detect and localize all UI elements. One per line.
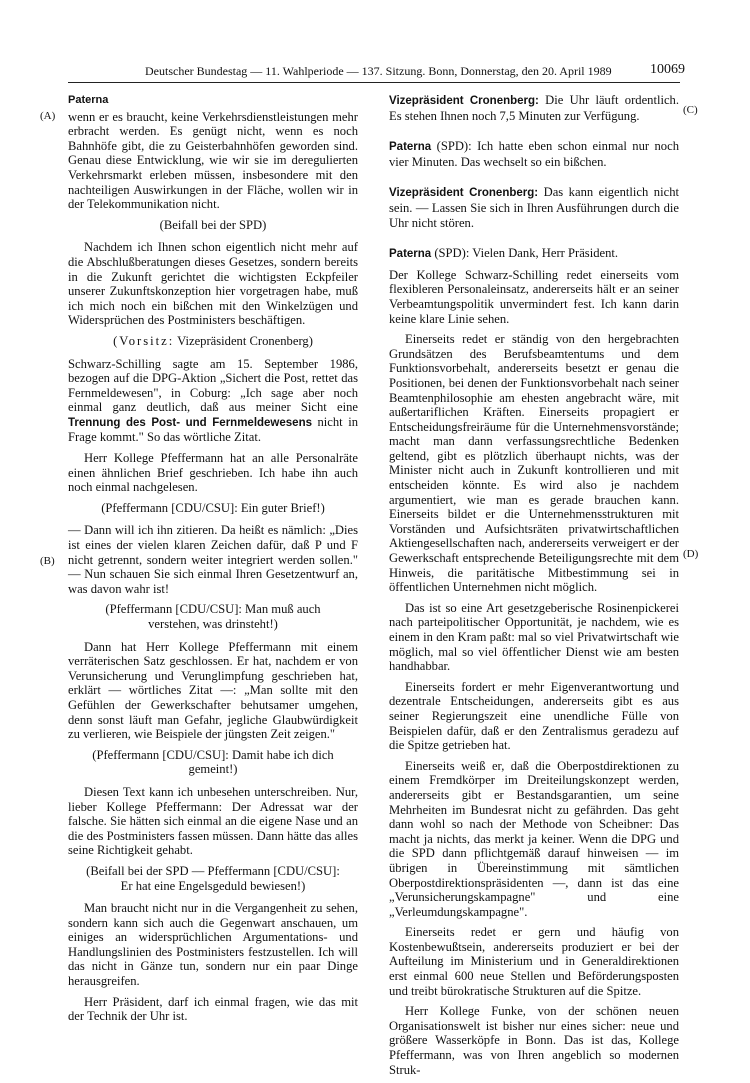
speaker-name: Paterna — [389, 141, 432, 154]
paragraph: Dann hat Herr Kollege Pfeffermann mit einem verräterischen Satz geschlossen. Er hat, nachdem er von Verunsicherung und Verunglimpfung geschrieben hat, erklärt — wörtliches Zitat —: „Man sollte mit den Gefühlen der Gewerkschafter behutsamer umgehen, denn sonst läuft man Gefahr, jegliche Glaubwürdigkeit zu verlieren, wie Beispiele der jüngsten Zeit zeigen." — [68, 639, 358, 742]
speaker-name: Vizepräsident Cronenberg: — [389, 95, 539, 107]
column-head: Paterna — [68, 94, 109, 106]
chair-note — [80, 334, 346, 349]
paragraph: Diesen Text kann ich unbesehen unterschreiben. Nur, lieber Kollege Pfeffermann: Der Adressat war der falsche. Sie hätten sich einmal an die eigene Nase und an die des Postministers fassen müssen. Dann hätte das alles seine Richtigkeit gehabt. — [68, 784, 358, 858]
margin-marker-d: (D) — [683, 548, 699, 560]
paragraph: Man braucht nicht nur in die Vergangenheit zu sehen, sondern kann sich auch die Gegenwart anschauen, um einiges an widersprüchlichen Argumentations- und Handlungslinien des Postministers festzustellen. Ich will das nicht in Gänze tun, sondern nur ein paar Dinge herausgreifen. — [68, 901, 358, 989]
speech-text: Die Uhr läuft ordentlich. Es stehen Ihnen noch 7,5 Minuten zur Verfügung. — [389, 93, 680, 123]
speech-text: (SPD): Vielen Dank, Herr Präsident. — [431, 246, 619, 261]
paragraph: Einerseits fordert er mehr Eigenverantwortung und dezentrale Entscheidungen, andererseits gibt es aus seiner Regierungszeit eine unendliche Fülle von Beispielen dafür, daß er den Zentralismus geradezu auf die Spitze getrieben hat. — [389, 679, 679, 753]
left-column — [68, 93, 358, 1030]
margin-marker-b: (B) — [40, 555, 55, 567]
paragraph: Einerseits redet er gern und häufig von Kostenbewußtsein, andererseits produziert er bei der Aufteilung im Ministerium und in Generaldirektionen erst einmal 600 neue Stellen und Beförderungsposten und treibt bürokratische Strukturen auf die Spitze. — [389, 925, 679, 998]
paragraph: Nachdem ich Ihnen schon eigentlich nicht mehr auf die Abschlußberatungen dieses Gesetzes, sondern bereits in die Zukunft gerichtet die wichtigsten Eckpfeiler unserer Zukunftskonzeption hier vorgetragen habe, muß ich mich noch ein bißchen mit den Winkelzügen und Widersprüchen des Postministers beschäftigen. — [68, 240, 358, 328]
chair-label: (Vorsitz: — [113, 333, 175, 348]
margin-marker-c: (C) — [683, 104, 698, 116]
paragraph: — Dann will ich ihn zitieren. Da heißt es nämlich: „Dies ist eines der vielen klaren Zeichen dafür, daß P und F nicht getrennt, sondern weiter integriert werden sollen." — Nun schauen Sie sich einmal Ihren Gesetzentwurf an, was davon wahr ist! — [68, 523, 358, 596]
paragraph: Das ist so eine Art gesetzgeberische Rosinenpickerei nach parteipolitischer Opportunität, je nachdem, wie es einem in den Kram paßt: mal so viel Privatwirtschaft wie möglich, mal so viel öffentlicher Dienst wie am besten handhabbar. — [389, 600, 679, 674]
interjection: (Pfeffermann [CDU/CSU]: Man muß auch verstehen, was drinsteht!) — [105, 602, 321, 631]
emphasis: Trennung des Post- und Fernmeldewesens — [68, 416, 312, 429]
paragraph: Einerseits redet er ständig von den hergebrachten Grundsätzen des Berufsbeamtentums und dem Funktionsvorbehalt, andererseits besetzt er genau die Positionen, bei denen der Funktionsvorbehalt nach seiner Beamtenphilosophie am ehesten angebracht wäre, mit außertariflichen Kräften. Einerseits propagiert er Entscheidungsfreiräume für die Unternehmensvorstände; macht man dann verfassungsrechtliche Bedenken geltend, gibt es plötzlich überhaupt nichts, was der Minister nicht auch in Zukunft kontrollieren und mit entscheiden könnte. Es wird also je nachdem argumentiert, wie man es gerade brauchen kann. Einerseits bildet er die Unternehmensstrukturen mit Vorständen und Aufsichtsräten privatwirtschaftlichen Aktiengesellschaften nach, andererseits verweigert er der Gewerkschaft entsprechende Beteiligungsrechte mit dem Hinweis, die paritätische Mitbestimmung sei in öffentlichen Unternehmen nicht möglich. — [389, 332, 679, 595]
interjection: (Pfeffermann [CDU/CSU]: Damit habe ich dich gemeint!) — [92, 747, 334, 777]
margin-marker-a: (A) — [40, 110, 56, 122]
paragraph: Herr Kollege Funke, von der schönen neuen Organisationswelt ist bisher nur eines sicher: neue und größere Wasserköpfe in Bonn. Das ist das, Kollege Pfeffermann, was von Ihren angeblich so modernen Struk- — [389, 1004, 679, 1077]
speech-text: (SPD): Ich hatte eben schon einmal nur noch vier Minuten. Das wechselt so ein bißchen. — [389, 139, 679, 169]
speech-turn — [389, 93, 679, 123]
paragraph: Einerseits weiß er, daß die Oberpostdirektionen zu einem Fremdkörper im Dreiteilungskonzept werden, andererseits gibt er Bestandsgarantien, um seine Mehrheiten im Bundesrat nicht zu gefährden. Das geht dann wohl so nach der Methode von Scheibner: Das macht ja nichts, das merkt ja keiner. Wenn die DPG und die SPD dann pflichtgemäß darauf hinweisen — im übrigen in Übereinstimmung mit sämtlichen Oberpostdirektionspräsidenten —, dann ist das eine „Verunsicherungskampagne" und eine „Verleumdungskampagne". — [389, 758, 679, 919]
page-number: 10069 — [650, 62, 685, 77]
text-run: Schwarz-Schilling sagte am 15. September 1986, bezogen auf die DPG-Aktion „Sichert die Post, rettet das Fernmeldewesen", in Coburg: „Ich sage aber noch einmal ganz deutlich, daß aus meiner Sicht eine — [68, 356, 358, 415]
interjection: (Beifall bei der SPD) — [159, 217, 267, 232]
text-run: nicht in Frage kommt." So das wörtliche Zitat. — [68, 414, 358, 445]
paragraph — [68, 357, 358, 446]
speech-turn — [389, 185, 679, 230]
paragraph: Herr Präsident, darf ich einmal fragen, wie das mit der Technik der Uhr ist. — [68, 994, 358, 1024]
interjection: (Pfeffermann [CDU/CSU]: Ein guter Brief!) — [101, 500, 325, 515]
paragraph: Der Kollege Schwarz-Schilling redet einerseits vom flexibleren Personaleinsatz, andererseits hält er an seiner Verbeamtungspolitik unvermindert fest. Ich kann darin keine klare Linie sehen. — [389, 267, 679, 326]
speaker-name: Paterna — [389, 248, 432, 261]
chair-name: Vizepräsident Cronenberg) — [174, 333, 313, 348]
speaker-name: Vizepräsident Cronenberg: — [389, 187, 539, 200]
speech-turn — [389, 139, 679, 169]
speech-turn — [389, 246, 679, 262]
header-rule — [68, 82, 680, 83]
interjection: (Beifall bei der SPD — Pfeffermann [CDU/CSU]: Er hat eine Engelsgeduld bewiesen!) — [86, 863, 340, 893]
paragraph: Herr Kollege Pfeffermann hat an alle Personalräte einen ähnlichen Brief geschrieben. Ich habe ihn auch noch einmal nachgelesen. — [68, 451, 358, 495]
running-header: Deutscher Bundestag — 11. Wahlperiode — 137. Sitzung. Bonn, Donnerstag, den 20. April 1989 — [145, 64, 612, 78]
paragraph: wenn er es braucht, keine Verkehrsdienstleistungen mehr erbracht werden. Es genügt nicht, wenn es noch Bahnhöfe gibt, die zu Geisterbahnhöfen geworden sind. Genau diese Entwicklung, wie wir sie im deregulierten Verkehrsmarkt erleben müssen, insbesondere mit den nachteiligen Auswirkungen in der Fläche, wollen wir in der Telekommunikation nicht. — [68, 109, 358, 212]
speech-text: Das kann eigentlich nicht sein. — Lassen Sie sich in Ihren Ausführungen durch die Uhr nicht stören. — [389, 185, 679, 230]
right-column — [389, 93, 679, 1083]
